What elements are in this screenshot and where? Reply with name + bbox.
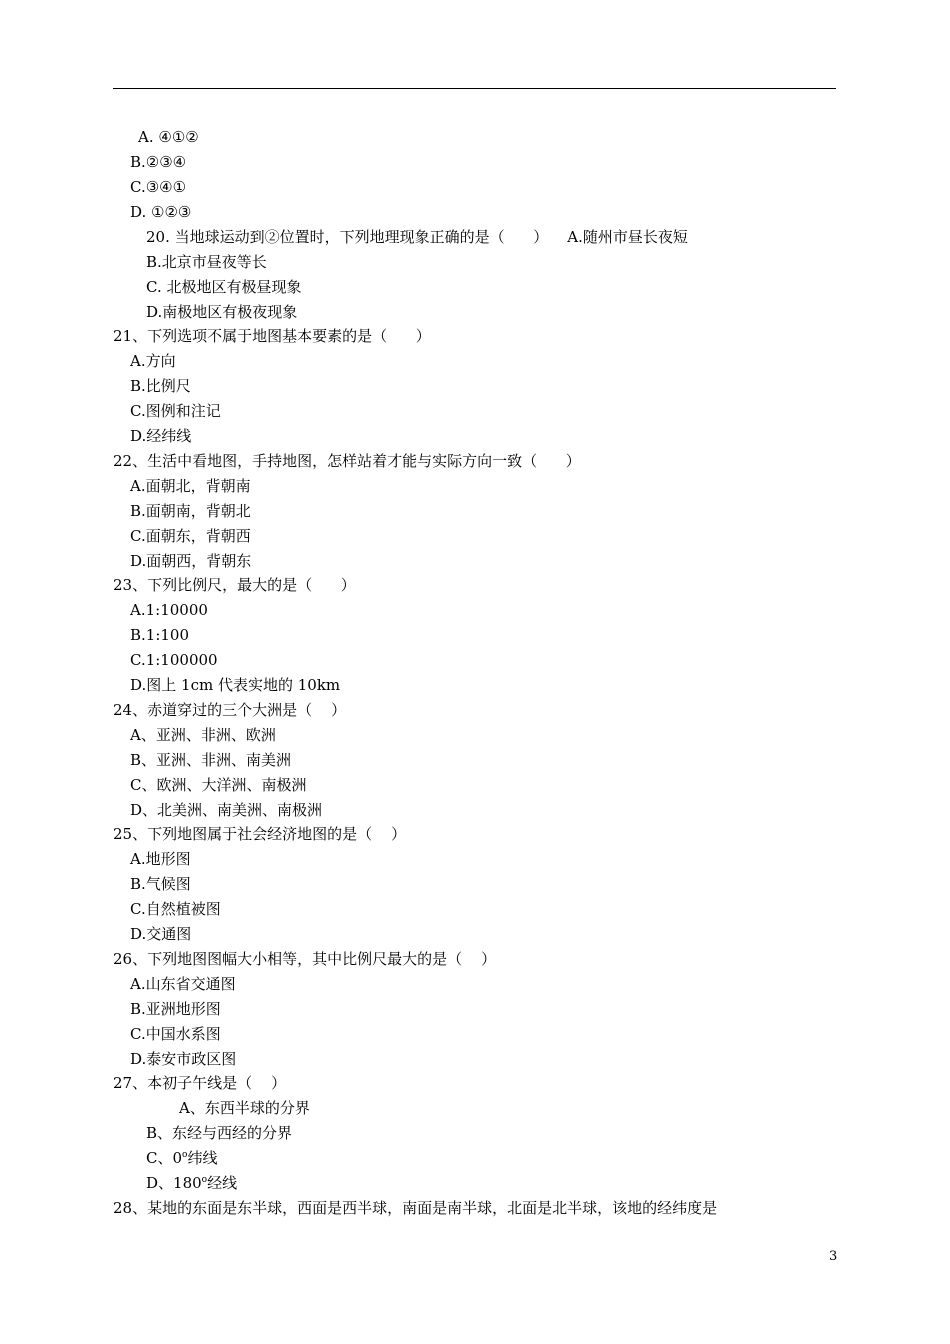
question-20: 20. 当地球运动到②位置时，下列地理现象正确的是（ ） A.随州市昼长夜短 (146, 228, 688, 246)
option-24-b: B、亚洲、非洲、南美洲 (130, 751, 292, 769)
option-20-b: B.北京市昼夜等长 (146, 253, 267, 271)
option-27-d-prefix: D、180 (146, 1174, 202, 1192)
option-19-d: D. ①②③ (130, 203, 192, 221)
question-26: 26、下列地图图幅大小相等，其中比例尺最大的是（ ） (113, 950, 497, 968)
question-24: 24、赤道穿过的三个大洲是（ ） (113, 701, 347, 719)
option-19-a: A. ④①② (138, 128, 199, 146)
question-27: 27、本初子午线是（ ） (113, 1074, 287, 1092)
option-25-a: A.地形图 (130, 850, 191, 868)
option-21-c: C.图例和注记 (130, 402, 221, 420)
option-27-c (146, 1148, 217, 1168)
option-26-c: C.中国水系图 (130, 1025, 221, 1043)
question-22: 22、生活中看地图，手持地图，怎样站着才能与实际方向一致（ ） (113, 452, 581, 470)
question-23: 23、下列比例尺，最大的是（ ） (113, 576, 356, 594)
option-23-d: D.图上 1cm 代表实地的 10km (130, 676, 341, 694)
option-27-b: B、东经与西经的分界 (146, 1124, 293, 1142)
option-27-d-suffix: 经线 (207, 1174, 238, 1192)
option-22-a: A.面朝北，背朝南 (130, 477, 251, 495)
header-rule (113, 88, 836, 89)
option-26-b: B.亚洲地形图 (130, 1000, 221, 1018)
option-19-c: C.③④① (130, 178, 187, 196)
option-27-a: A、东西半球的分界 (179, 1099, 310, 1117)
option-20-d: D.南极地区有极夜现象 (146, 303, 298, 321)
option-21-d: D.经纬线 (130, 427, 192, 445)
option-25-d: D.交通图 (130, 925, 192, 943)
option-27-c-prefix: C、0 (146, 1149, 183, 1167)
question-25: 25、下列地图属于社会经济地图的是（ ） (113, 825, 407, 843)
option-25-b: B.气候图 (130, 875, 191, 893)
option-22-d: D.面朝西，背朝东 (130, 552, 252, 570)
option-20-c: C. 北极地区有极昼现象 (146, 278, 302, 296)
question-28: 28、某地的东面是东半球，西面是西半球，南面是南半球，北面是北半球，该地的经纬度是 (113, 1199, 718, 1217)
option-21-b: B.比例尺 (130, 377, 191, 395)
option-22-b: B.面朝南，背朝北 (130, 502, 251, 520)
option-24-d: D、北美洲、南美洲、南极洲 (130, 801, 323, 819)
option-27-d (146, 1173, 237, 1193)
page-number: 3 (829, 1249, 838, 1264)
option-27-c-suffix: 纬线 (187, 1149, 218, 1167)
option-23-a: A.1:10000 (130, 601, 208, 619)
option-26-d: D.泰安市政区图 (130, 1050, 237, 1068)
option-23-c: C.1:100000 (130, 651, 218, 669)
degree-superscript: o (182, 1150, 188, 1160)
option-23-b: B.1:100 (130, 626, 190, 644)
option-22-c: C.面朝东，背朝西 (130, 527, 251, 545)
option-19-b: B.②③④ (130, 153, 187, 171)
question-21: 21、下列选项不属于地图基本要素的是（ ） (113, 327, 431, 345)
option-26-a: A.山东省交通图 (130, 975, 236, 993)
degree-superscript: o (201, 1175, 208, 1185)
option-24-c: C、欧洲、大洋洲、南极洲 (130, 776, 307, 794)
option-24-a: A、亚洲、非洲、欧洲 (130, 726, 276, 744)
option-21-a: A.方向 (130, 352, 176, 370)
option-25-c: C.自然植被图 (130, 900, 221, 918)
